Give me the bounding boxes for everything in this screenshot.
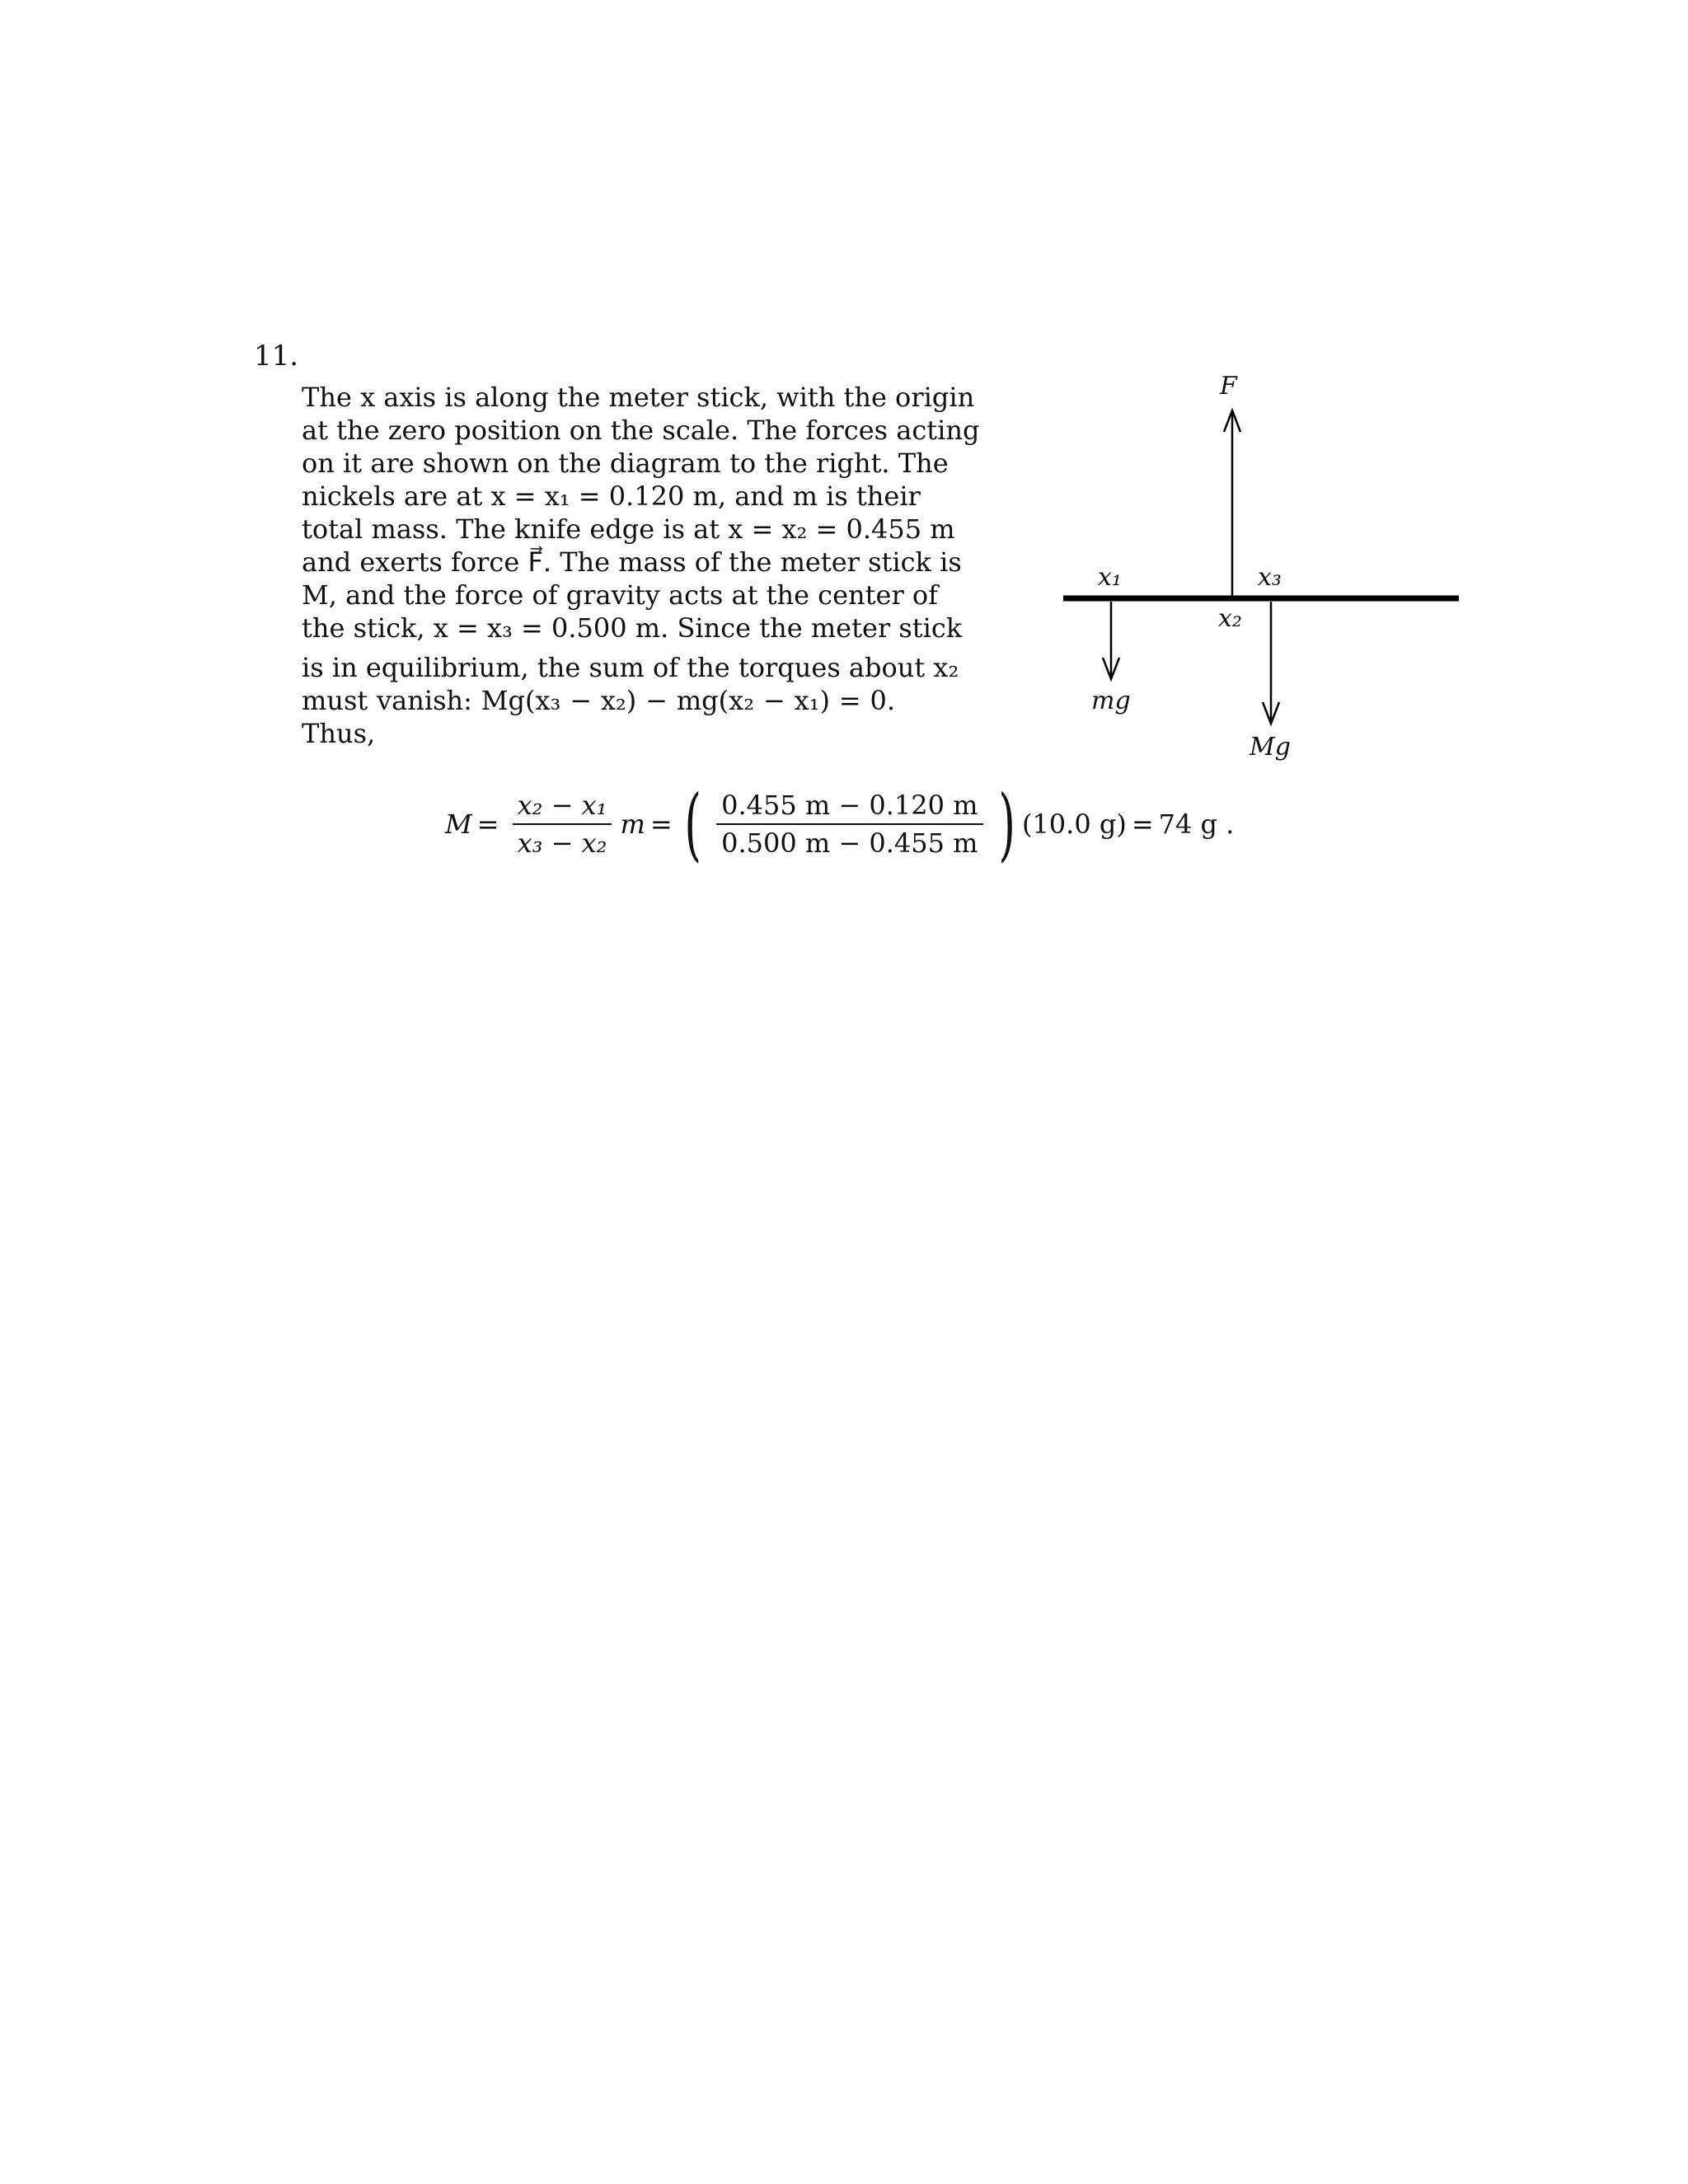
paren-right: ) (997, 778, 1015, 870)
eq-equals: = (476, 808, 499, 840)
label-x2: x₂ (1218, 604, 1242, 633)
eq-equals: = (1131, 808, 1154, 840)
fraction-denominator: x₃ − x₂ (517, 827, 607, 859)
eq-result: 74 g . (1158, 808, 1235, 840)
text-line: is in equilibrium, the sum of the torques about x₂ (302, 652, 959, 683)
force-diagram (1055, 354, 1484, 783)
text-line: total mass. The knife edge is at x = x₂ = 0.455 m (302, 513, 955, 545)
fraction-numerator: x₂ − x₁ (517, 790, 607, 821)
text-line: at the zero position on the scale. The forces acting (302, 415, 980, 446)
text-line: nickels are at x = x₁ = 0.120 m, and m is their (302, 480, 921, 512)
label-f: F (1220, 372, 1237, 401)
problem-text (302, 381, 980, 750)
fraction-values (716, 787, 982, 861)
eq-lhs: M (445, 808, 472, 840)
text-line: must vanish: Mg(x₃ − x₂) − mg(x₂ − x₁) = 0. (302, 685, 895, 716)
eq-mass-m: m (620, 808, 645, 840)
text-line: Thus, (302, 718, 376, 749)
problem-number: 11. (254, 340, 299, 373)
text-line: the stick, x = x₃ = 0.500 m. Since the meter stick (302, 612, 963, 644)
text-line: and exerts force F⃗. The mass of the meter stick is (302, 546, 962, 578)
paren-left: ( (684, 778, 701, 870)
text-line: The x axis is along the meter stick, with the origin (302, 382, 975, 413)
fraction-numerator: 0.455 m − 0.120 m (721, 790, 978, 821)
text-line: on it are shown on the diagram to the right. The (302, 448, 949, 479)
text-line: M, and the force of gravity acts at the center of (302, 579, 939, 611)
fraction-positions (513, 787, 612, 861)
equation (445, 775, 1235, 874)
label-mg: mg (1091, 687, 1131, 715)
eq-equals: = (649, 808, 673, 840)
label-Mg: Mg (1250, 733, 1291, 762)
fraction-denominator: 0.500 m − 0.455 m (721, 827, 978, 859)
eq-mass-term: (10.0 g) (1021, 808, 1127, 840)
label-x1: x₁ (1098, 563, 1122, 592)
label-x3: x₃ (1258, 563, 1282, 592)
